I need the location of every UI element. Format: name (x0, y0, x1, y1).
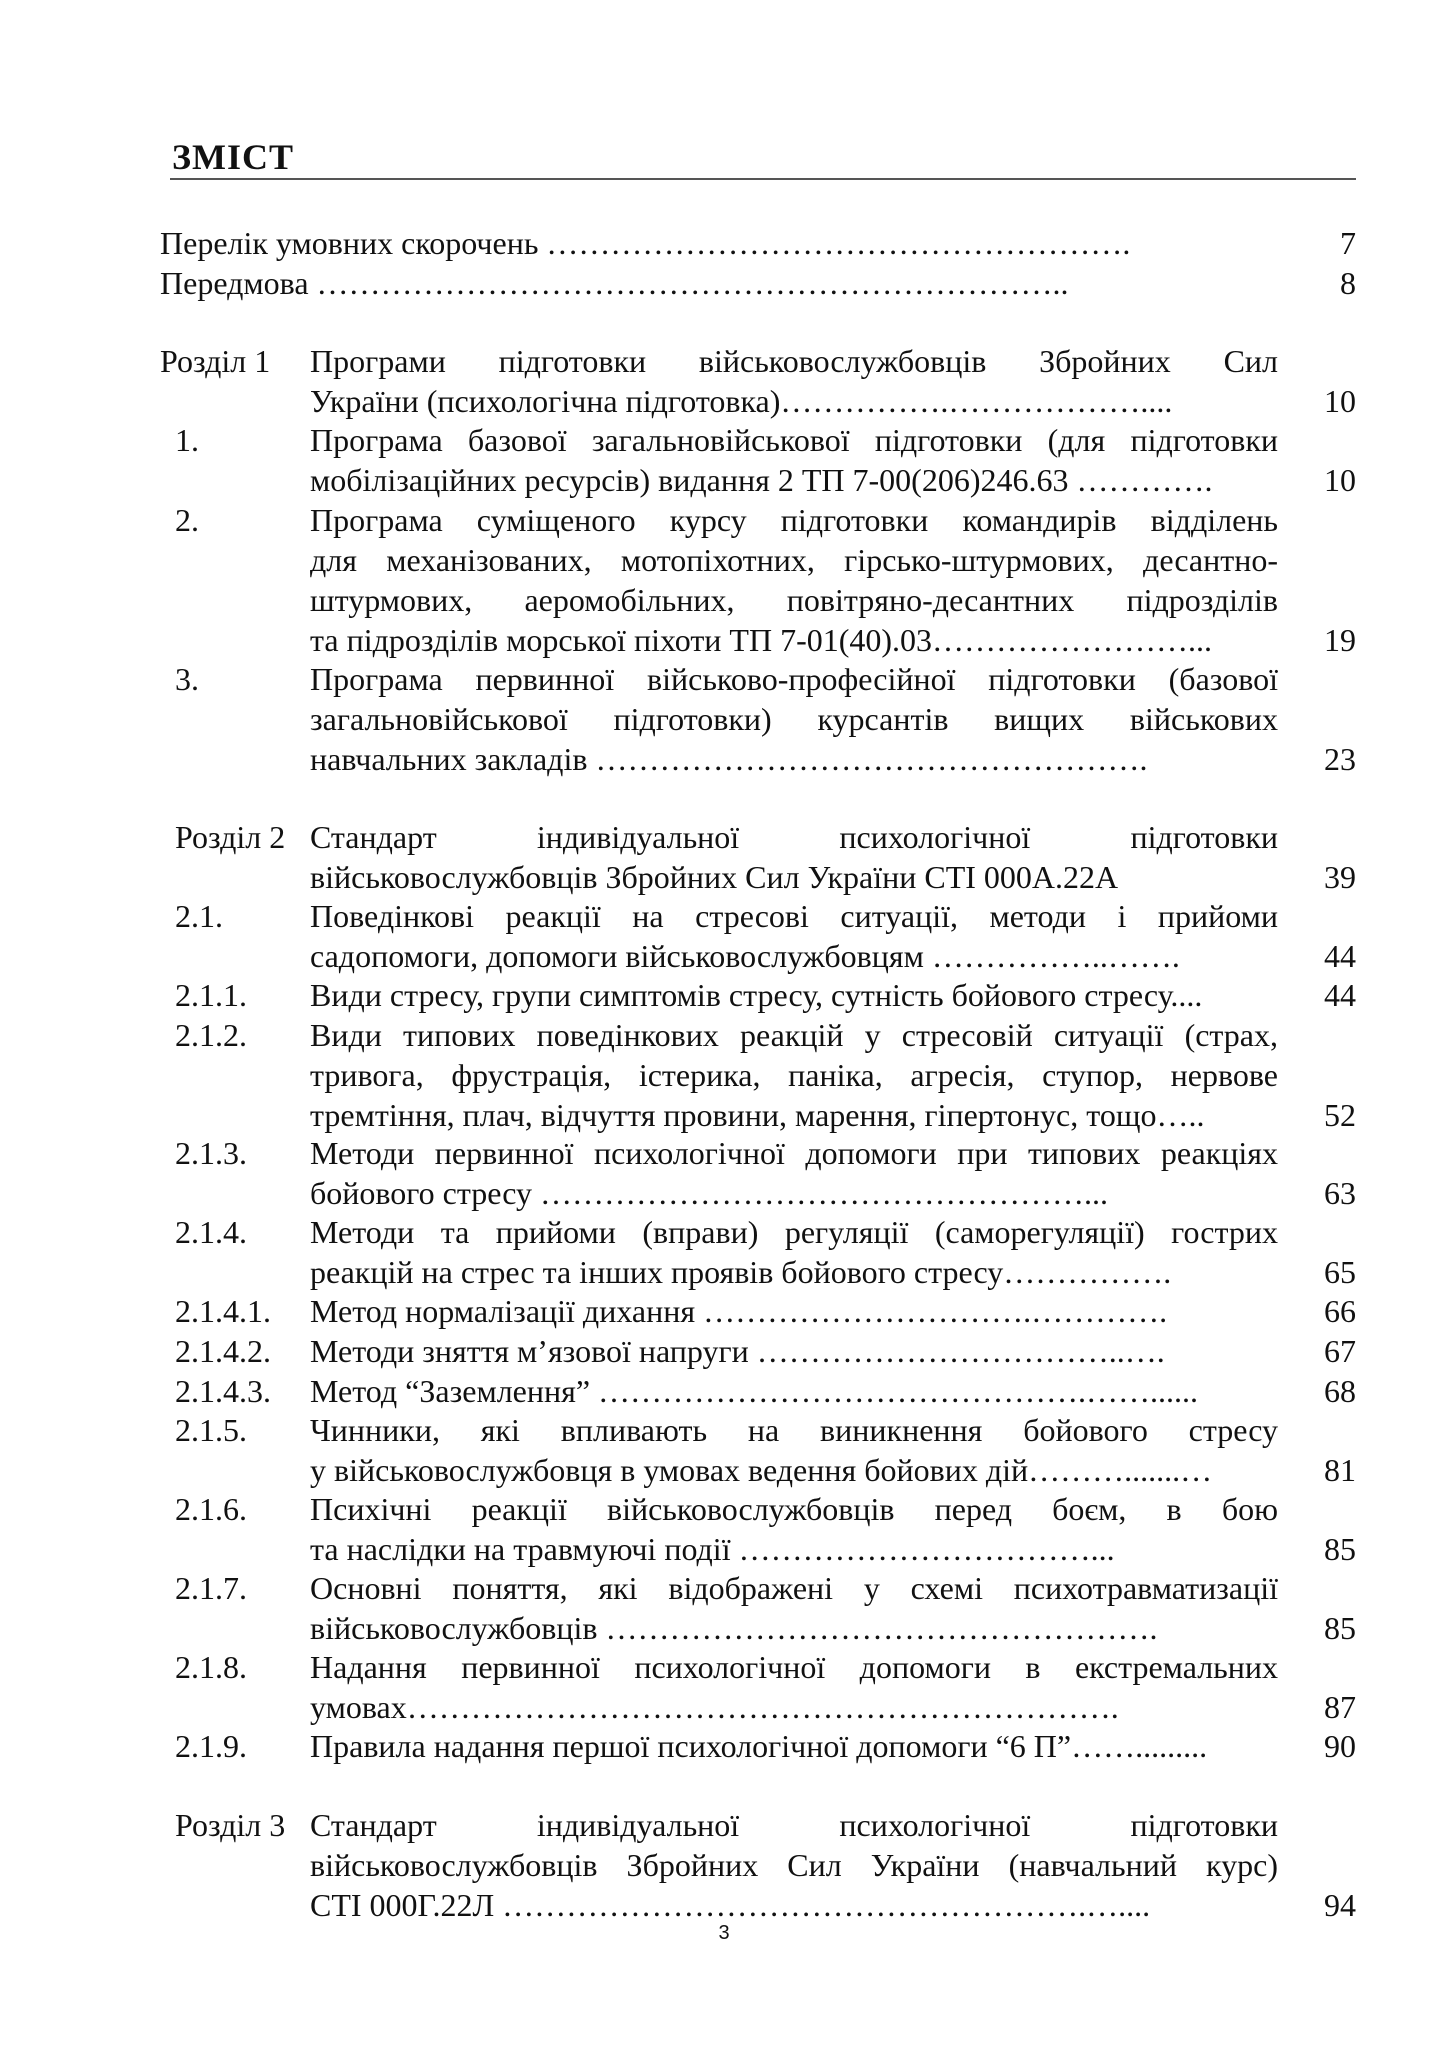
toc-entry-line: Методи та прийоми (вправи) регуляції (саморегуляції) гострих (310, 1214, 1278, 1250)
toc-entry-page: 90 (1324, 1728, 1356, 1764)
toc-entry-line: Правила надання першої психологічної допомоги “6 П”……......... (310, 1728, 1208, 1764)
toc-entry-title (310, 1805, 1278, 1925)
toc-entry-line: мобілізаційних ресурсів) видання 2 ТП 7-00(206)246.63 …………. (310, 462, 1213, 498)
toc-entry-line: тривога, фрустрація, істерика, паніка, агресія, ступор, нервове (310, 1057, 1278, 1093)
toc-entry-number: 3. (175, 661, 199, 697)
toc-entry-title (310, 1015, 1278, 1135)
toc-entry-number: 2.1.6. (175, 1491, 247, 1527)
toc-entry-page: 23 (1324, 741, 1356, 777)
toc-entry-line: Види типових поведінкових реакцій у стресовій ситуації (страх, (310, 1017, 1278, 1053)
toc-entry-line: Програма базової загальновійськової підготовки (для підготовки (310, 422, 1278, 458)
toc-entry-line: Основні поняття, які відображені у схемі психотравматизації (310, 1570, 1278, 1606)
toc-entry-line: для механізованих, мотопіхотних, гірсько-штурмових, десантно- (310, 542, 1278, 578)
toc-entry-line: штурмових, аеромобільних, повітряно-десантних підрозділів (310, 582, 1278, 618)
toc-entry-line: військовослужбовців ……………………………………………. (310, 1610, 1158, 1646)
toc-entry-number: 2.1.7. (175, 1570, 247, 1606)
toc-entry-title (160, 263, 1278, 303)
toc-entry-line: тремтіння, плач, відчуття провини, марення, гіпертонус, тощо….. (310, 1097, 1205, 1133)
toc-entry-title (310, 1489, 1278, 1569)
toc-entry-title (310, 1371, 1278, 1411)
toc-entry-line: бойового стресу ……………………………………………... (310, 1175, 1108, 1211)
toc-entry-line: та підрозділів морської піхоти ТП 7-01(40).03……………………... (310, 622, 1213, 658)
toc-entry-line: СТІ 000Г.22Л ……………………………………………….….... (310, 1887, 1151, 1923)
toc-entry-number: 2.1.9. (175, 1728, 247, 1764)
toc-entry-title (310, 1647, 1278, 1727)
toc-entry-line: Програми підготовки військовослужбовців Збройних Сил (310, 343, 1278, 379)
toc-entry-number: 1. (175, 422, 199, 458)
toc-entry-title (310, 1133, 1278, 1213)
toc-entry-page: 68 (1324, 1373, 1356, 1409)
toc-entry-number: Розділ 2 (175, 819, 286, 855)
toc-entry-line: навчальних закладів ……………………………………………. (310, 741, 1148, 777)
toc-entry-page: 85 (1324, 1531, 1356, 1567)
toc-entry-title (310, 1291, 1278, 1331)
toc-entry-title (160, 223, 1278, 263)
toc-entry-line: Методи первинної психологічної допомоги при типових реакціях (310, 1135, 1278, 1171)
toc-entry-number: 2.1. (175, 898, 223, 934)
toc-entry-number: Розділ 1 (160, 343, 271, 379)
toc-entry-page: 8 (1340, 265, 1356, 301)
toc-entry-page: 39 (1324, 859, 1356, 895)
toc-entry-page: 87 (1324, 1689, 1356, 1725)
toc-entry-line: України (психологічна підготовка)…………….……………….... (310, 383, 1173, 419)
toc-entry-page: 44 (1324, 938, 1356, 974)
toc-entry-line: Передмова …………………………………………………………….. (160, 265, 1069, 301)
toc-entry-line: Чинники, які впливають на виникнення бойового стресу (310, 1412, 1278, 1448)
toc-entry-page: 85 (1324, 1610, 1356, 1646)
toc-entry-number: 2.1.5. (175, 1412, 247, 1448)
toc-entry-number: 2.1.8. (175, 1649, 247, 1685)
toc-entry-title (310, 1726, 1278, 1766)
toc-entry-line: та наслідки на травмуючі події ……………………………... (310, 1531, 1115, 1567)
toc-entry-line: Програма первинної військово-професійної підготовки (базової (310, 661, 1278, 697)
toc-entry-line: Метод “Заземлення” ……………………………………….……...... (310, 1373, 1199, 1409)
toc-entry-line: Види стресу, групи симптомів стресу, сутність бойового стресу.... (310, 977, 1203, 1013)
toc-entry-page: 44 (1324, 977, 1356, 1013)
toc-entry-number: 2.1.4.3. (175, 1373, 271, 1409)
toc-entry-title (310, 817, 1278, 897)
toc-entry-line: Методи зняття м’язової напруги ……………………………..…. (310, 1333, 1165, 1369)
toc-entry-line: реакцій на стрес та інших проявів бойового стресу……………. (310, 1254, 1172, 1290)
toc-entry-page: 67 (1324, 1333, 1356, 1369)
page-title: ЗМІСТ (172, 137, 294, 177)
toc-entry-page: 94 (1324, 1887, 1356, 1923)
toc-entry-line: Програма суміщеного курсу підготовки командирів відділень (310, 502, 1278, 538)
toc-entry-line: садопомоги, допомоги військовослужбовцям ……………..……. (310, 938, 1180, 974)
toc-entry-line: Стандарт індивідуальної психологічної підготовки (310, 819, 1278, 855)
toc-entry-line: Психічні реакції військовослужбовців перед боєм, в бою (310, 1491, 1278, 1527)
toc-entry-page: 63 (1324, 1175, 1356, 1211)
toc-entry-title (310, 500, 1278, 660)
toc-entry-page: 66 (1324, 1293, 1356, 1329)
toc-entry-line: загальновійськової підготовки) курсантів вищих військових (310, 701, 1278, 737)
title-divider (170, 178, 1356, 180)
toc-entry-page: 65 (1324, 1254, 1356, 1290)
toc-entry-title (310, 1410, 1278, 1490)
toc-entry-line: умовах…………………………………………………………. (310, 1689, 1119, 1725)
page-number: 3 (718, 1922, 730, 1944)
toc-entry-title (310, 1212, 1278, 1292)
toc-entry-line: Поведінкові реакції на стресові ситуації, методи і прийоми (310, 898, 1278, 934)
toc-entry-page: 10 (1324, 462, 1356, 498)
toc-entry-number: 2.1.4.2. (175, 1333, 271, 1369)
toc-entry-title (310, 1331, 1278, 1371)
toc-entry-number: 2.1.3. (175, 1135, 247, 1171)
toc-entry-line: військовослужбовців Збройних Сил України (навчальний курс) (310, 1847, 1278, 1883)
toc-entry-title (310, 896, 1278, 976)
toc-entry-number: Розділ 3 (175, 1807, 286, 1843)
toc-entry-line: Метод нормалізації дихання ………………………….…………. (310, 1293, 1168, 1329)
toc-entry-title (310, 659, 1278, 779)
toc-entry-title (310, 975, 1278, 1015)
toc-entry-number: 2.1.2. (175, 1017, 247, 1053)
toc-entry-page: 19 (1324, 622, 1356, 658)
toc-entry-number: 2. (175, 502, 199, 538)
toc-entry-title (310, 341, 1278, 421)
toc-entry-page: 52 (1324, 1097, 1356, 1133)
toc-entry-number: 2.1.4.1. (175, 1293, 271, 1329)
toc-entry-line: Надання первинної психологічної допомоги в екстремальних (310, 1649, 1278, 1685)
toc-entry-line: Перелік умовних скорочень ………………………………………………. (160, 225, 1131, 261)
toc-entry-line: Стандарт індивідуальної психологічної підготовки (310, 1807, 1278, 1843)
toc-entry-title (310, 420, 1278, 500)
toc-entry-line: військовослужбовців Збройних Сил України СТІ 000А.22А (310, 859, 1119, 895)
toc-entry-number: 2.1.1. (175, 977, 247, 1013)
toc-entry-title (310, 1568, 1278, 1648)
toc-entry-page: 81 (1324, 1452, 1356, 1488)
toc-entry-page: 10 (1324, 383, 1356, 419)
toc-entry-page: 7 (1340, 225, 1356, 261)
toc-entry-number: 2.1.4. (175, 1214, 247, 1250)
toc-entry-line: у військовослужбовця в умовах ведення бойових дій……….......… (310, 1452, 1213, 1488)
